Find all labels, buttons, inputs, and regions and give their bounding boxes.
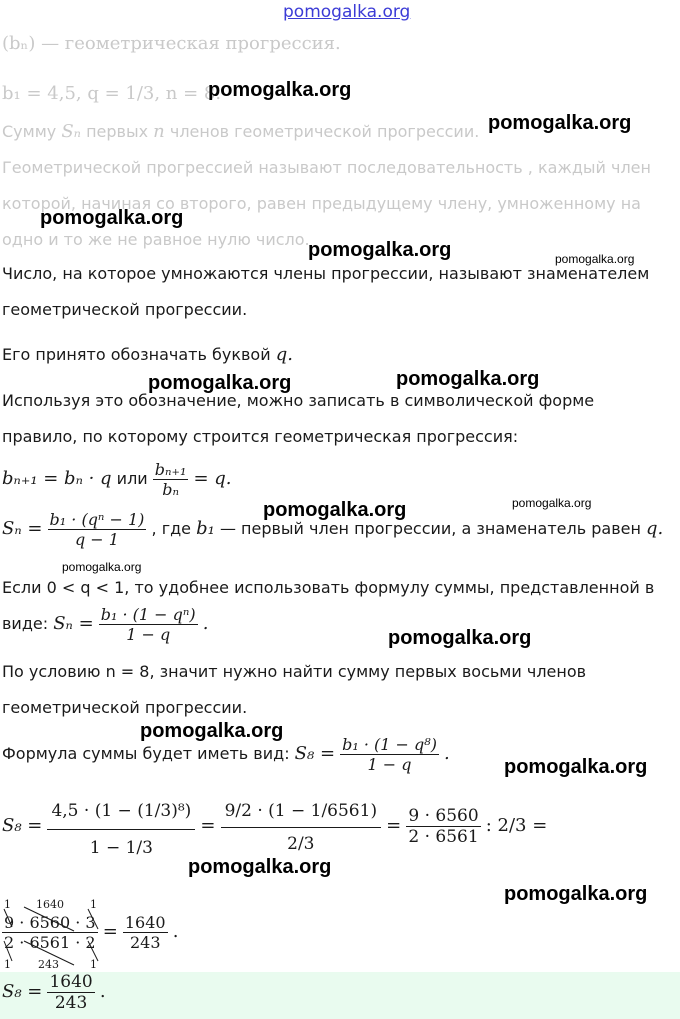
watermark: pomogalka.org <box>504 883 648 905</box>
calc-division: : 2/3 = <box>485 815 548 836</box>
reduction-result-numerator: 1640 <box>124 913 166 932</box>
alt-sum-fraction <box>99 605 198 644</box>
watermark: pomogalka.org <box>148 372 292 394</box>
watermark: pomogalka.org <box>512 496 592 510</box>
paragraph-denominator-1: Число, на которое умножаются члены прогрессии, называют знаменателем <box>2 264 650 283</box>
var-b1: b₁ <box>196 518 215 539</box>
calc-denominator-3: 2 · 6561 <box>408 827 479 847</box>
paragraph-text: Его принято обозначать буквой <box>2 345 271 364</box>
watermark: pomogalka.org <box>488 112 632 134</box>
paragraph-condition-q: Если 0 < q < 1, то удобнее использовать формулу суммы, представленной в <box>2 578 655 597</box>
sum-explanation: — первый член прогрессии, а знаменатель равен <box>219 519 641 538</box>
ratio-result: = q. <box>193 468 232 489</box>
reduction-numerator: 9 · 6560 · 3 <box>4 913 96 932</box>
watermark: pomogalka.org <box>555 252 635 266</box>
watermark: pomogalka.org <box>388 627 532 649</box>
ratio-numerator: bₙ₊₁ <box>154 460 187 479</box>
site-link[interactable]: pomogalka.org <box>283 2 411 22</box>
paragraph-n8-2: геометрической прогрессии. <box>2 698 248 717</box>
watermark: pomogalka.org <box>308 239 452 261</box>
s8-fraction <box>340 735 439 774</box>
reduction-mark: 1 <box>4 958 11 971</box>
recurrence-formula <box>2 460 232 499</box>
calc-denominator-1: 1 − 1/3 <box>47 829 195 858</box>
answer-left: S₈ = <box>2 981 43 1002</box>
reduction-denominator: 2 · 6561 · 2 <box>4 933 96 952</box>
watermark: pomogalka.org <box>504 756 648 778</box>
condition-var-n: n <box>153 121 165 142</box>
s8-numerator: b₁ · (1 − q⁸) <box>342 735 437 754</box>
calc-denominator-2: 2/3 <box>221 827 382 854</box>
alt-sum-left: Sₙ = <box>53 613 94 634</box>
sum-left: Sₙ = <box>2 518 43 539</box>
alt-sum-label: виде: <box>2 614 49 633</box>
calc-fraction-3 <box>406 806 480 847</box>
formula-or: или <box>116 469 148 488</box>
reduction-mark: 243 <box>38 958 59 971</box>
var-q: q. <box>275 344 293 365</box>
reduction-result-denominator: 243 <box>123 932 168 952</box>
watermark: pomogalka.org <box>263 499 407 521</box>
answer-denominator: 243 <box>47 992 94 1013</box>
answer-fraction <box>47 972 94 1013</box>
watermark: pomogalka.org <box>188 856 332 878</box>
reduction-fraction <box>2 913 98 952</box>
alt-sum-period: . <box>202 613 209 634</box>
reduction-mark: 1 <box>90 898 97 911</box>
sum-denominator: q − 1 <box>48 529 147 549</box>
definition-line-1: Геометрической прогрессией называют последовательность , каждый член <box>2 158 651 177</box>
sum-fraction <box>48 510 147 549</box>
alt-sum-numerator: b₁ · (1 − qⁿ) <box>100 605 196 624</box>
answer-period: . <box>99 981 106 1002</box>
condition-word: Сумму <box>2 122 57 141</box>
calc-fraction-2 <box>221 799 382 854</box>
paragraph-symbolic-2: правило, по которому строится геометрическая прогрессия: <box>2 427 519 446</box>
watermark: pomogalka.org <box>396 368 540 390</box>
s8-denominator: 1 − q <box>340 754 439 774</box>
definition-line-3: одно и то же не равное нулю число. <box>2 230 310 249</box>
s8-label: Формула суммы будет иметь вид: <box>2 744 290 763</box>
calc-left: S₈ = <box>2 815 43 836</box>
condition-line-1: (bₙ) — геометрическая прогрессия. <box>2 33 341 54</box>
condition-word: первых <box>86 122 149 141</box>
paragraph-letter-q <box>2 345 293 365</box>
condition-var-sn: Sₙ <box>61 121 81 142</box>
calc-eq-1: = <box>200 815 216 836</box>
paragraph-denominator-2: геометрической прогрессии. <box>2 300 248 319</box>
calculation-line <box>2 795 547 858</box>
reduction-period: . <box>172 921 179 942</box>
condition-line-2: b₁ = 4,5, q = 1/3, n = 8. <box>2 83 222 104</box>
sum-where: , где <box>151 519 191 538</box>
definition-line-2: которой, начиная со второго, равен предыдущему члену, умноженному на <box>2 194 641 213</box>
watermark: pomogalka.org <box>40 207 184 229</box>
s8-period: . <box>444 743 450 764</box>
reduction-eq: = <box>102 921 118 942</box>
answer-line <box>2 972 106 1013</box>
var-q-end: q. <box>646 518 664 539</box>
calc-eq-2: = <box>386 815 402 836</box>
s8-left: S₈ = <box>294 743 336 764</box>
watermark: pomogalka.org <box>208 79 352 101</box>
condition-word: членов геометрической прогрессии. <box>169 122 480 141</box>
watermark: pomogalka.org <box>140 720 284 742</box>
paragraph-n8-1: По условию n = 8, значит нужно найти сумму первых восьми членов <box>2 662 587 681</box>
reduction-result <box>123 913 168 952</box>
paragraph-symbolic-1: Используя это обозначение, можно записать в символической форме <box>2 391 595 410</box>
answer-numerator: 1640 <box>49 972 93 992</box>
ratio-fraction <box>153 460 189 499</box>
reduction-line <box>2 913 178 952</box>
watermark: pomogalka.org <box>62 560 142 574</box>
ratio-denominator: bₙ <box>153 479 189 499</box>
calc-fraction-1 <box>47 795 195 858</box>
formula-bn1: bₙ₊₁ = bₙ · q <box>2 468 112 489</box>
reduction-mark: 1 <box>90 958 97 971</box>
alt-sum-denominator: 1 − q <box>99 624 198 644</box>
calc-numerator-1: 4,5 · (1 − (1/3)⁸) <box>51 801 192 821</box>
reduction-mark: 1 <box>4 898 11 911</box>
alt-sum-formula <box>2 605 208 644</box>
calc-numerator-2: 9/2 · (1 − 1/6561) <box>224 801 378 821</box>
reduction-mark: 1640 <box>36 898 64 911</box>
condition-line-3 <box>2 122 479 142</box>
calc-numerator-3: 9 · 6560 <box>408 806 479 826</box>
sum-numerator: b₁ · (qⁿ − 1) <box>49 510 145 529</box>
